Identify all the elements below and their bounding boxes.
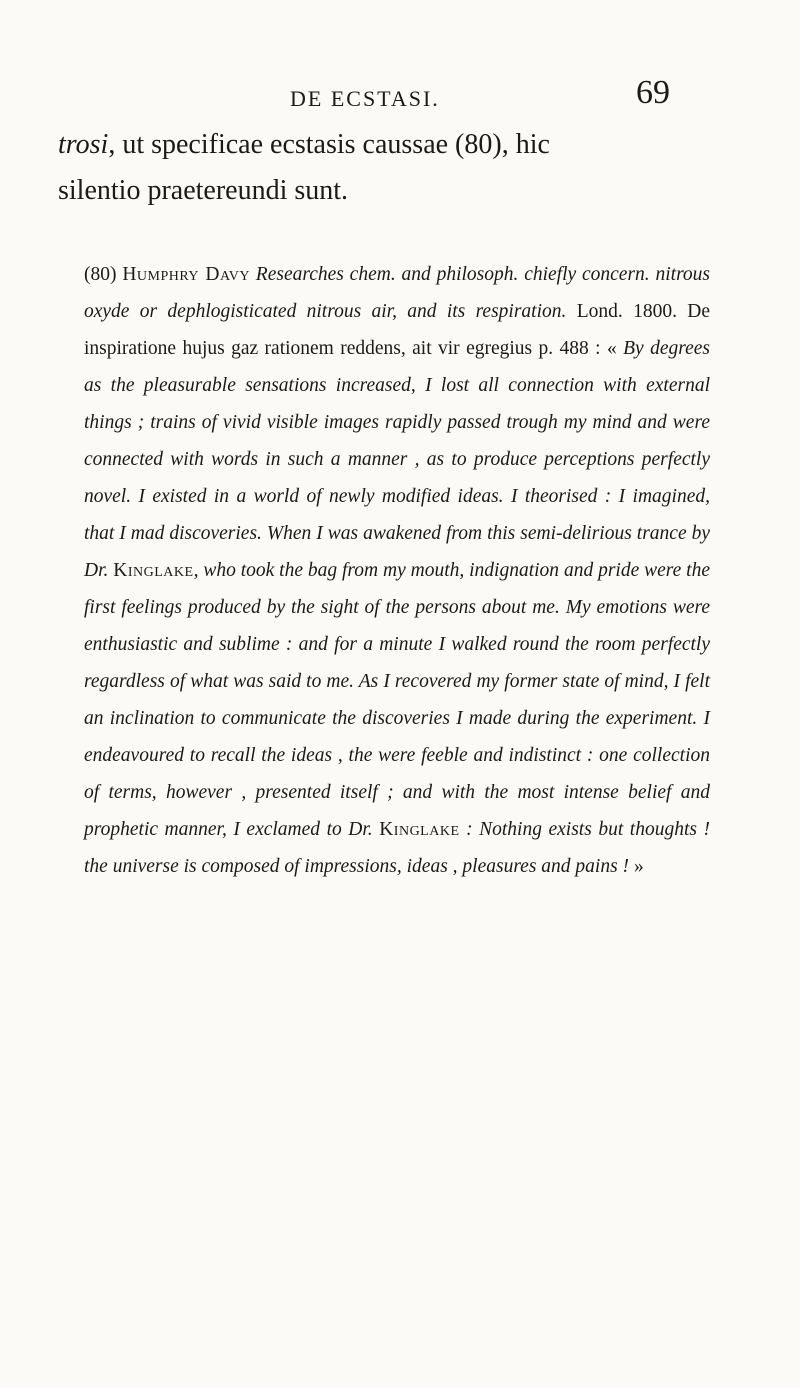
footnote-imprint: Lond. 1800. De inspiratione hujus gaz rationem reddens, ait vir egregius p. 488 : « (84, 301, 710, 359)
footnote-name-kinglake-2: Kinglake (379, 819, 460, 840)
footnote-80 (84, 256, 710, 885)
footnote-name-kinglake-1: Kinglake (113, 560, 194, 581)
footnote-mark: (80) (84, 264, 117, 285)
footnote-author: Humphry Davy (122, 264, 250, 285)
intro-paragraph (58, 122, 698, 214)
footnote-title: Researches chem. and philosoph. chiefly concern. nitrous oxyde or dephlogisticated nitrous air, and its respiration. (84, 264, 711, 322)
intro-line1-rest: , ut specificae ecstasis caussae (80), hic (108, 129, 550, 160)
footnote-quote-part1: By degrees as the pleasurable sensations increased, I lost all connection with external things ; trains of vivid visible images rapidly passed trough my mind and were connected with words in such a manner , as to produce perceptions perfectly novel. I existed in a world of newly modified ideas. I theorised : I imagined, that I mad discoveries. When I was awakened from this semi-delirious trance by Dr. (84, 338, 710, 581)
running-head: DE ECSTASI. (290, 86, 440, 111)
footnote-closing-quote: » (633, 856, 644, 877)
intro-line2: silentio praetereundi sunt. (58, 175, 349, 206)
page-number: 69 (636, 74, 670, 111)
footnote-quote-part3: : Nothing exists but thoughts ! the universe is composed of impressions, ideas , pleasures and pains ! (84, 819, 711, 877)
intro-word-trosi: trosi (58, 129, 109, 160)
footnote-quote-part2: , who took the bag from my mouth, indignation and pride were the first feelings produced by the sight of the persons about me. My emotions were enthusiastic and sublime : and for a minute I walked round the room perfectly regardless of what was said to me. As I recovered my former state of mind, I felt an inclination to communicate the discoveries I made during the experiment. I endeavoured to recall the ideas , the were feeble and indistinct : one collection of terms, however , presented itself ; and with the most intense belief and prophetic manner, I exclamed to Dr. (84, 560, 711, 840)
